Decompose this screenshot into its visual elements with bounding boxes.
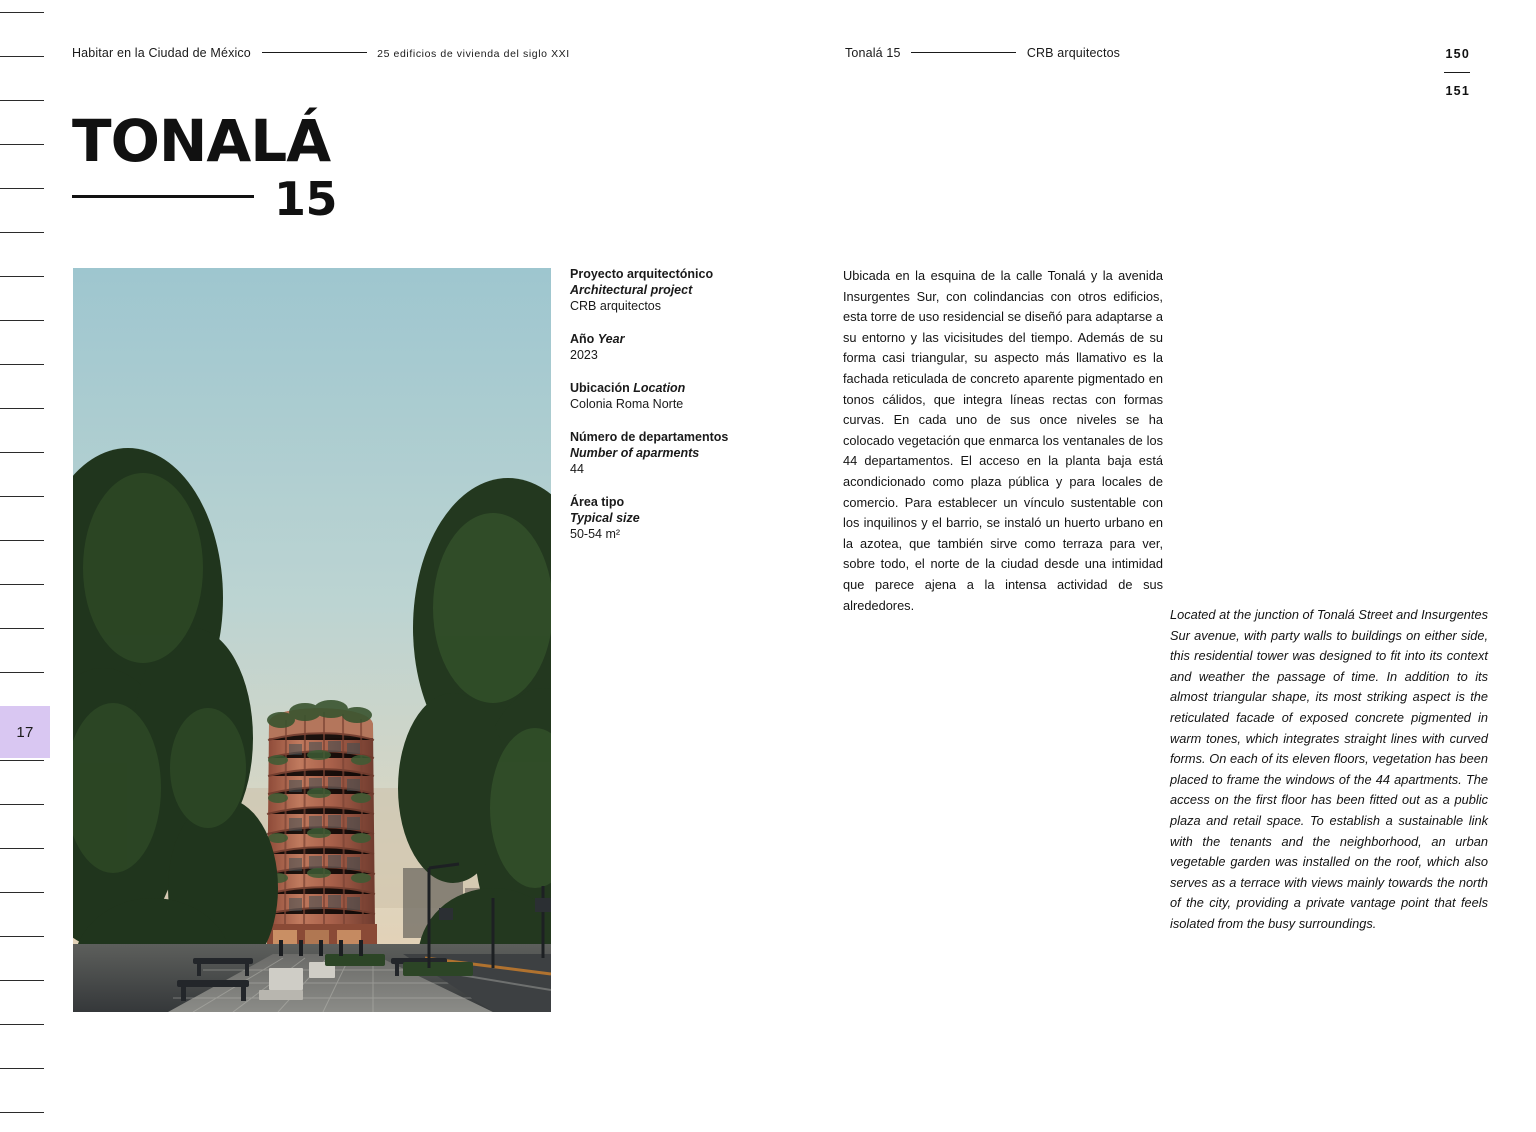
edge-tick <box>0 364 44 365</box>
edge-tick <box>0 320 44 321</box>
edge-tick <box>0 804 44 805</box>
metadata-label-row <box>570 331 800 347</box>
metadata-value: 44 <box>570 462 584 476</box>
metadata-label-es: Área tipo <box>570 495 625 509</box>
project-title: TONALÁ <box>72 107 331 175</box>
edge-tick <box>0 496 44 497</box>
architect-name: CRB arquitectos <box>1026 46 1121 60</box>
edge-tick <box>0 1112 44 1113</box>
metadata-label-en: Number of aparments <box>570 446 700 460</box>
edge-tick <box>0 144 44 145</box>
title-number-row <box>72 172 338 226</box>
metadata-label-en: Architectural project <box>570 283 693 297</box>
metadata-label-row <box>570 380 800 396</box>
edge-tick <box>0 188 44 189</box>
edge-tick <box>0 276 44 277</box>
metadata-value: Colonia Roma Norte <box>570 397 684 411</box>
metadata-item <box>570 331 800 363</box>
edge-tick <box>0 584 44 585</box>
metadata-item <box>570 380 800 412</box>
rule <box>262 52 367 53</box>
edge-tick <box>0 100 44 101</box>
metadata-value: 50-54 m² <box>570 527 621 541</box>
rule <box>911 52 1016 53</box>
running-head-right <box>845 46 1120 60</box>
metadata-label-en: Location <box>633 381 686 395</box>
folio-rule <box>1444 72 1470 73</box>
edge-tick <box>0 628 44 629</box>
project-metadata <box>570 266 800 559</box>
edge-tick <box>0 56 44 57</box>
edge-tick <box>0 672 44 673</box>
edge-tick <box>0 232 44 233</box>
metadata-item <box>570 494 800 542</box>
metadata-label-es: Año <box>570 332 595 346</box>
metadata-label-en: Typical size <box>570 511 640 525</box>
edge-tick <box>0 540 44 541</box>
edge-tick <box>0 980 44 981</box>
edge-tick <box>0 936 44 937</box>
body-text-english: Located at the junction of Tonalá Street and Insurgentes Sur avenue, with party walls to buildings on either side, this residential tower was designed to fit into its context and weather the passage of time. In addition to its almost triangular shape, its most striking aspect is the reticulated facade of exposed concrete pigmented in warm tones, which integrates straight lines with curved forms. On each of its eleven floors, vegetation has been placed to frame the windows of the 44 apartments. The access on the first floor has been fitted out as a public plaza and retail space. To establish a sustainable link with the tenants and the neighborhood, an urban vegetable garden was installed on the roof, which also serves as a terrace with views mainly towards the north of the city, providing a private vantage point that feels isolated from the busy surroundings. <box>1170 607 1488 931</box>
body-text-spanish: Ubicada en la esquina de la calle Tonalá y la avenida Insurgentes Sur, con colindancias con otros edificios, esta torre de uso residencial se diseñó para adaptarse a su entorno y las vicisitudes del tiempo. Además de su forma casi triangular, su aspecto más llamativo es la fachada reticulada de concreto aparente pigmentado en tonos cálidos, que integra líneas rectas con formas curvas. En cada uno de sus once niveles se ha colocado vegetación que enmarca los ventanales de los 44 departamentos. El acceso en la planta baja está acondicionado como plaza pública y para locales de comercio. Para establecer un vínculo sustentable con los inquilinos y el barrio, se instaló un huerto urbano en la azotea, que también sirve como terraza para ver, sobre todo, el norte de la ciudad desde una intimidad que parece ajena a la intensa actividad de sus alrededores. <box>843 268 1163 613</box>
edge-tick <box>0 408 44 409</box>
project-number: 15 <box>274 172 338 226</box>
metadata-value: CRB arquitectos <box>570 299 662 313</box>
edge-tick <box>0 760 44 761</box>
metadata-label-es: Ubicación <box>570 381 630 395</box>
page-number-right: 151 <box>1445 84 1470 98</box>
project-name: Tonalá 15 <box>845 46 901 60</box>
page-number-left: 150 <box>1445 47 1470 61</box>
edge-tick <box>0 12 44 13</box>
metadata-item <box>570 429 800 477</box>
edge-tick <box>0 1024 44 1025</box>
edge-index-strip <box>0 0 50 1132</box>
metadata-label-es: Número de departamentos <box>570 430 729 444</box>
metadata-item <box>570 266 800 314</box>
metadata-label-en: Year <box>597 332 625 346</box>
edge-tick <box>0 1068 44 1069</box>
edge-tab-current-chapter[interactable] <box>0 706 50 758</box>
metadata-value: 2023 <box>570 348 598 362</box>
book-title: Habitar en la Ciudad de México <box>72 46 251 60</box>
edge-tab-number: 17 <box>16 723 34 741</box>
book-subtitle: 25 edificios de vivienda del siglo XXI <box>377 48 570 60</box>
title-rule <box>72 195 254 198</box>
page-title <box>72 107 338 226</box>
metadata-label-es: Proyecto arquitectónico <box>570 267 714 281</box>
project-photograph <box>73 268 551 1012</box>
edge-tick <box>0 848 44 849</box>
edge-tick <box>0 452 44 453</box>
edge-tick <box>0 892 44 893</box>
running-head-left <box>72 46 570 60</box>
